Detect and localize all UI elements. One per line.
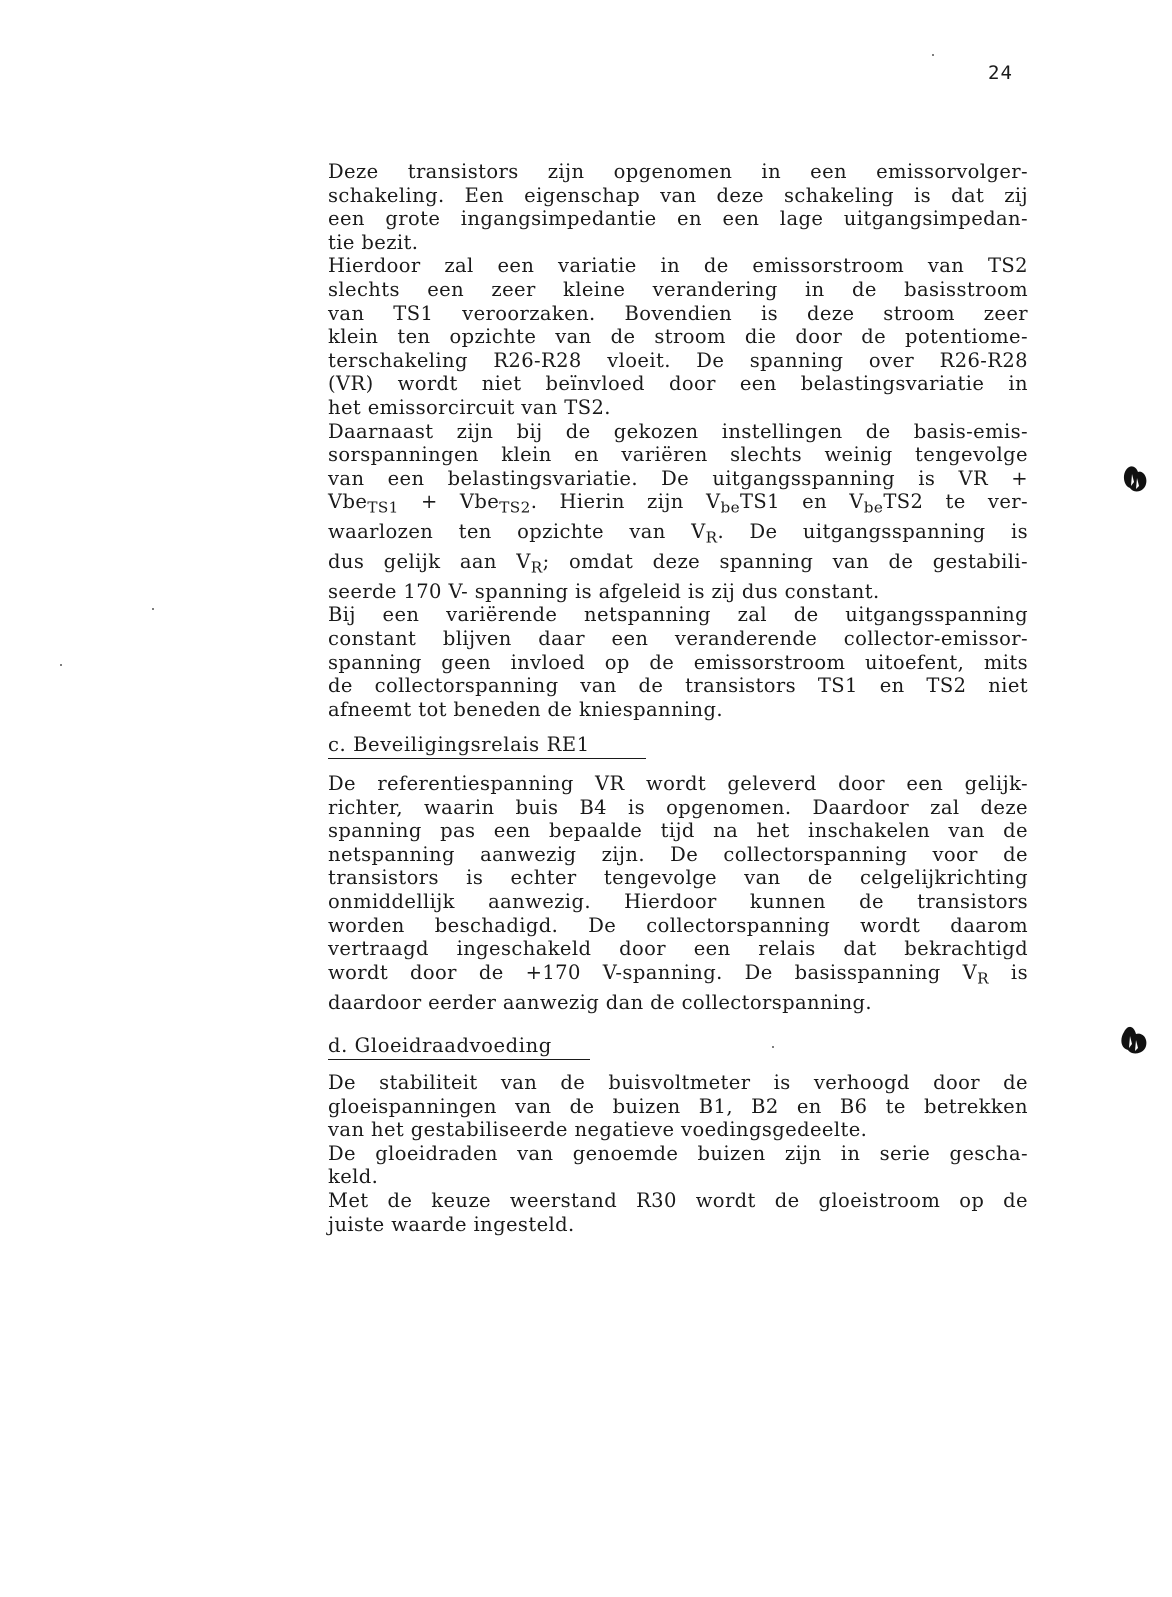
- section-b-text: [328, 160, 1028, 721]
- text-line: slechts een zeer kleine verandering in de basisstroom: [328, 277, 1028, 301]
- text-line: sorspanningen klein en variëren slechts weinig tengevolge: [328, 443, 1028, 467]
- section-d-text: [328, 1071, 1028, 1236]
- text-line: een grote ingangsimpedantie en een lage uitgangsimpedan-: [328, 207, 1028, 231]
- text-line: worden beschadigd. De collectorspanning wordt daarom: [328, 913, 1028, 937]
- heading-c: c. Beveiligingsrelais RE1: [328, 733, 646, 759]
- text-line: tie bezit.: [328, 230, 419, 254]
- formula-line: Vbe$_{TS1}$ + Vbe$_{TS2}$. Hierin zijn $V_{be}TS1$ en $V_{be}TS2$ te ver-: [328, 490, 1028, 517]
- text-line: De gloeidraden van genoemde buizen zijn in serie gescha-: [328, 1141, 1028, 1165]
- text-line: van het gestabiliseerde negatieve voedingsgedeelte.: [328, 1118, 868, 1142]
- text-line: vertraagd ingeschakeld door een relais dat bekrachtigd: [328, 937, 1028, 961]
- text-line: netspanning aanwezig zijn. De collectorspanning voor de: [328, 842, 1028, 866]
- text-line: De stabiliteit van de buisvoltmeter is verhoogd door de: [328, 1071, 1028, 1094]
- text-line: constant blijven daar een veranderende collector-emissor-: [328, 627, 1028, 651]
- text-line: van een belastingsvariatie. De uitgangsspanning is VR +: [328, 466, 1028, 490]
- text-line: juiste waarde ingesteld.: [328, 1212, 575, 1236]
- scan-blot-icon: [1122, 462, 1152, 496]
- text-line: transistors is echter tengevolge van de celgelijkrichting: [328, 866, 1028, 890]
- text-line: klein ten opzichte van de stroom die door de potentiome-: [328, 325, 1028, 349]
- scan-speck: [60, 664, 62, 666]
- text-line: Met de keuze weerstand R30 wordt de gloeistroom op de: [328, 1188, 1028, 1212]
- text-line: onmiddellijk aanwezig. Hierdoor kunnen de transistors: [328, 889, 1028, 913]
- text-line: wordt door de +170 V-spanning. De basisspanning $V_R$ is: [328, 960, 1028, 987]
- scan-speck: [152, 608, 154, 610]
- text-line: het emissorcircuit van TS2.: [328, 395, 611, 419]
- scan-blot-icon: [1118, 1022, 1152, 1058]
- text-line: spanning geen invloed op de emissorstroom uitoefent, mits: [328, 650, 1028, 674]
- text-line: Bij een variërende netspanning zal de uitgangsspanning: [328, 603, 1028, 627]
- text-line: Daarnaast zijn bij de gekozen instellingen de basis-emis-: [328, 419, 1028, 443]
- text-line: dus gelijk aan $V_R$; omdat deze spanning van de gestabili-: [328, 550, 1028, 577]
- text-line: schakeling. Een eigenschap van deze schakeling is dat zij: [328, 183, 1028, 207]
- text-line: gloeispanningen van de buizen B1, B2 en B6 te betrekken: [328, 1094, 1028, 1118]
- text-line: waarlozen ten opzichte van $V_R$. De uitgangsspanning is: [328, 520, 1028, 547]
- text-line: De referentiespanning VR wordt geleverd door een gelijk-: [328, 772, 1028, 795]
- text-line: afneemt tot beneden de kniespanning.: [328, 697, 724, 721]
- text-line: Deze transistors zijn opgenomen in een emissorvolger-: [328, 160, 1028, 183]
- section-c-text: [328, 772, 1028, 1014]
- page-number: 24: [988, 62, 1013, 84]
- text-line: spanning pas een bepaalde tijd na het inschakelen van de: [328, 819, 1028, 843]
- text-line: Hierdoor zal een variatie in de emissorstroom van TS2: [328, 254, 1028, 278]
- scan-speck: [772, 1046, 774, 1048]
- text-line: de collectorspanning van de transistors TS1 en TS2 niet: [328, 674, 1028, 698]
- text-line: van TS1 veroorzaken. Bovendien is deze stroom zeer: [328, 301, 1028, 325]
- text-line: keld.: [328, 1165, 379, 1189]
- text-line: daardoor eerder aanwezig dan de collectorspanning.: [328, 990, 873, 1014]
- heading-d: d. Gloeidraadvoeding: [328, 1034, 590, 1060]
- text-line: seerde 170 V- spanning is afgeleid is zij dus constant.: [328, 579, 880, 603]
- text-line: richter, waarin buis B4 is opgenomen. Daardoor zal deze: [328, 795, 1028, 819]
- text-line: (VR) wordt niet beïnvloed door een belastingsvariatie in: [328, 372, 1028, 396]
- text-line: terschakeling R26-R28 vloeit. De spanning over R26-R28: [328, 348, 1028, 372]
- scan-speck: [932, 54, 934, 56]
